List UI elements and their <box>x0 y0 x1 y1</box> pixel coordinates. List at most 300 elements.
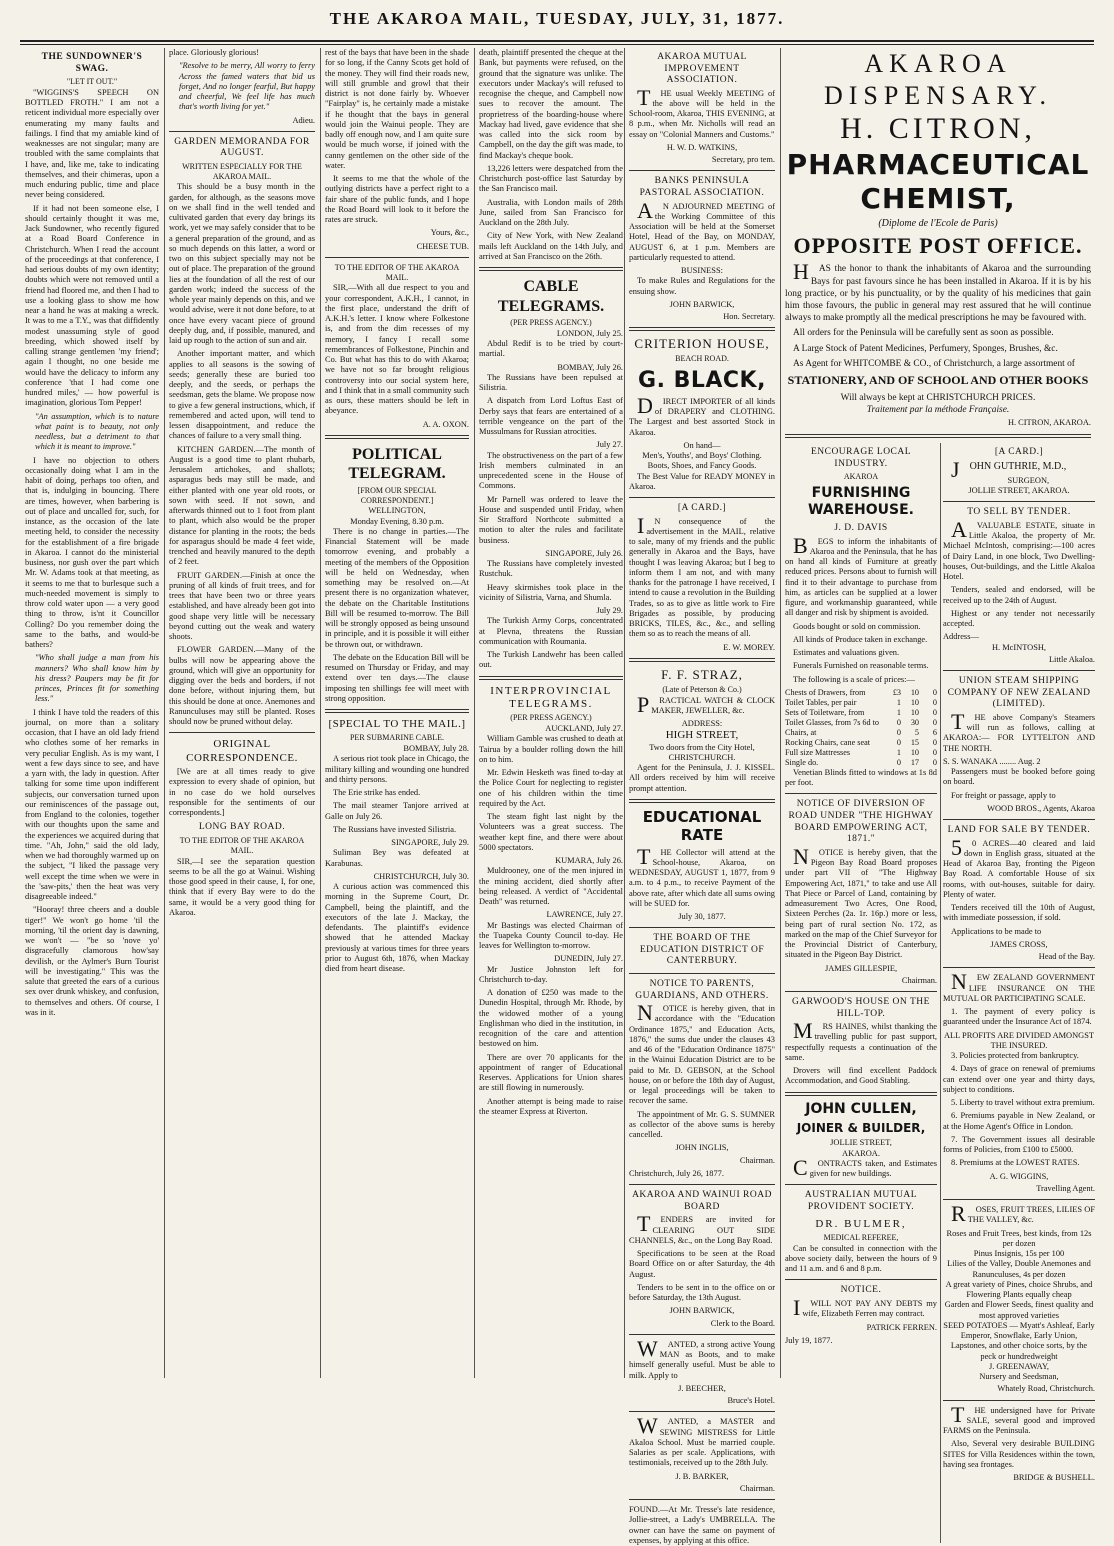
ad-heading: NEW ZEALAND GOVERNMENT LIFE INSURANCE ON THE MUTUAL OR PARTICIPATING SCALE. <box>943 969 1095 1003</box>
paragraph: Suliman Bey was defeated at Karabunas. <box>325 848 469 868</box>
ad-heading: EDUCATIONAL RATE <box>642 807 762 845</box>
dateline: CHRISTCHURCH, July 30. <box>373 871 469 881</box>
ad-text: Goods bought or sold on commission. <box>793 621 921 631</box>
ad-text: 5. Liberty to travel without extra premium. <box>951 1098 1095 1108</box>
dateline: DUNEDIN, July 27. <box>554 954 623 964</box>
dateline: BOMBAY, July 26. <box>557 362 623 372</box>
ad-text: CONTRACTS taken, and Estimates given for new buildings. <box>793 1154 937 1180</box>
price-value: 15 <box>910 737 919 747</box>
political-telegram-heading: POLITICAL TELEGRAM. <box>348 445 446 483</box>
paragraph: KITCHEN GARDEN.—The month of August is a good time to plant rhubarb, Jerusalem artichokes, and shallots; asparagus beds may still be made, and either planted with one year old roots, or sown with seed. If not sown, and afterwards thinned out to 1 foot from plant to plant, which also would be the proper distance for planting in the roots; the beds for asparagus should be made 4 feet wide, trenched and heavily manured to the depth of 2 feet. <box>169 444 315 567</box>
signature: JOHN INGLIS, <box>675 1143 729 1153</box>
column-6 <box>782 46 1095 1483</box>
interprovincial-heading: INTERPROVINCIAL TELEGRAMS. <box>490 684 612 710</box>
divider <box>169 131 315 132</box>
ad-text: DIRECT IMPORTER of all kinds of DRAPERY and CLOTHING. The Largest and best assorted Stock in Akaroa. <box>629 392 775 437</box>
price-value: 5 <box>914 727 919 737</box>
divider <box>479 267 623 271</box>
price-value: 1 <box>896 747 901 757</box>
ad-text: Tenders to be sent in to the office on or before Saturday, the 13th August. <box>629 1282 775 1303</box>
signature: WOOD BROS., Agents, Akaroa <box>987 803 1095 813</box>
dateline: BOMBAY, July 28. <box>403 744 469 754</box>
paragraph: FLOWER GARDEN.—Many of the bulbs will now be appearing above the ground, which will give an opportunity for digging over the beds and borders, if not done before, without injuring them, but this should be done at once. Anemones and Ranunculuses may still be planted. Roses should now be pruned without delay. <box>169 645 315 727</box>
dateline: LAWRENCE, July 27. <box>546 910 623 920</box>
divider <box>629 927 775 928</box>
divider <box>325 257 469 258</box>
divider <box>629 973 775 974</box>
signature: CHEESE TUB. <box>416 241 469 251</box>
signature: H. W. D. WATKINS, <box>666 142 738 152</box>
paragraph: Mr Bastings was elected Chairman of the Tuapeka County Council to-day. He leaves for Wellington to-morrow. <box>479 920 623 951</box>
ad-line: ALL PROFITS ARE DIVIDED AMONGST THE INSURED. <box>944 1030 1094 1050</box>
signature: H. McINTOSH, <box>991 642 1047 652</box>
price-item: Chairs, at <box>785 727 817 737</box>
column-3 <box>322 48 472 1378</box>
signature: Travelling Agent. <box>1036 1183 1095 1193</box>
paragraph: Mr Parnell was ordered to leave the House and suspended until Friday, when Sir Strafford Northcote submitted a motion to alter the rules and facilitate business. <box>479 494 623 545</box>
price-row <box>785 738 937 748</box>
paragraph: Another attempt is being made to raise the steamer Express at Riverton. <box>479 1096 623 1116</box>
signature: Bruce's Hotel. <box>727 1396 775 1406</box>
ad-line: Pinus Insignis, 15s per 100 <box>973 1249 1065 1259</box>
signature: Adieu. <box>292 115 315 125</box>
paragraph: The Russians have been repulsed at Silistria. <box>479 372 623 393</box>
subheading: PER SUBMARINE CABLE. <box>349 733 444 743</box>
signature: Chairman. <box>739 1483 775 1493</box>
signature: PATRICK FERREN. <box>866 1322 937 1332</box>
dateline: Monday Evening, 8.30 p.m. <box>350 516 444 526</box>
paragraph: This should be a busy month in the garden, for although, as the seasons move on we shall find in the well tended and cultivated garden that every day brings its work, yet we may safely consider that to be a general preparation of the ground, and as so much depends on this latter, a word or two on this subject specially may not be out of place. The preparation of the ground lies at the foundation of all the rest of our garden work; indeed the success of the whole year mainly depends on this, and we would advise, were it not done before, to at once have every vacant piece of ground deeply dug, and, if possible, manured, and laid up rough to the action of sun and air. <box>169 182 315 346</box>
subheading: (PER PRESS AGENCY.) <box>510 713 592 723</box>
column-divider <box>164 48 165 1378</box>
dateline: KUMARA, July 26. <box>555 856 623 866</box>
subheading: [FROM OUR SPECIAL CORRESPONDENT.] <box>357 485 437 505</box>
stationery-heading: STATIONERY, AND OF SCHOOL AND OTHER BOOKS <box>787 373 1089 388</box>
divider <box>169 732 315 733</box>
price-value: 0 <box>932 737 937 747</box>
price-value: 30 <box>910 717 919 727</box>
price-value: 0 <box>896 727 901 737</box>
signature: Chairman. <box>739 1155 775 1165</box>
garden-heading: GARDEN MEMORANDA FOR AUGUST. <box>174 136 310 159</box>
ad-text: 3. Policies protected from bankruptcy. <box>951 1051 1079 1061</box>
ad-text: Passengers must be booked before going on board. <box>943 767 1095 787</box>
dateline: LONDON, July 25. <box>556 328 623 338</box>
paragraph: "WIGGINS'S SPEECH ON BOTTLED FROTH." I am not a reticent individual more especially over enumerating my many faults and failings. I find that my amiable kind of weaknesses are not singular; many are troubled with the same complaints that I have, and, like me, take to indicating themselves, and their chimeras, upon a much enduring public, time and place never being considered. <box>25 87 159 200</box>
ad-line: JOLLIE STREET, AKAROA. <box>968 486 1070 496</box>
subheading: (PER PRESS AGENCY.) <box>510 318 592 328</box>
signature: Whately Road, Christchurch. <box>997 1384 1095 1394</box>
verse-line: place. Gloriously glorious! <box>169 48 260 57</box>
dateline: SINGAPORE, July 26. <box>545 548 623 558</box>
price-row <box>785 718 937 728</box>
paragraph: I have no objection to others occasionally doing what I am in the habit of doing, perhaps too often, and that is, indulging in bouncing. There are times, however, when barbering is out of place and uncalled for, such, for instance, as the occasion of the late meeting held, to consider the necessity for the establishment of a fire brigade in Akaroa. I cannot do the ministerial business, nor gush over the part which Mr. W. Adams took at that meeting, as it seems to me that to burlesque such a much-needed movement is simply to throw cold water upon — a very good thing to throw, is'nt it Councillor Colling? Do you remember doing the same to the baths, and would-be bathers? <box>25 455 159 650</box>
divider <box>785 1092 937 1096</box>
divider <box>629 327 775 331</box>
paragraph: rest of the bays that have been in the shade for so long, if the Canny Scots get hold of the money. They will find their roads new, will still grumble and growl that their district is not done fairly by. Whoever "Fairplay" is, he certainly made a mistake if he thought that the bays in general would join the Wainui people. They are badly off enough now, and I am quite sure would be much worse, if joined with the canny gentlemen on the other side of the water. <box>325 48 469 170</box>
ad-label: On hand— <box>683 440 721 450</box>
signature: Chairman. <box>901 975 937 985</box>
ad-heading: CRITERION HOUSE, <box>634 336 770 352</box>
divider <box>785 1279 937 1280</box>
paragraph: SIR,—I see the separation question seems to be all the go at Wainui. Wishing those good speed in their cause, I, for one, think that if every Bay were to do the same, it would be a very good thing for Akaroa. <box>169 856 315 917</box>
ad-heading: BANKS PENINSULA PASTORAL ASSOCIATION. <box>639 176 765 199</box>
ad-text: 1. The payment of every policy is guaranteed under the Insurance Act of 1874. <box>943 1007 1095 1027</box>
paragraph: Mr. Edwin Hesketh was fined to-day at the Police Court for neglecting to register one of his children within the time required by the Act. <box>479 768 623 808</box>
ad-text: BEGS to inform the inhabitants of Akaroa and the Peninsula, that he has on hand all kinds of Furniture at greatly reduced prices. Persons about to furnish will find it to their advantage to purchase from him, as articles can be supplied at a lower figure, and workmanship guaranteed, while all danger and risk by shipment is avoided. <box>785 532 937 618</box>
signature: BRIDGE & BUSHELL. <box>1013 1473 1095 1483</box>
ad-text: FOUND.—At Mr. Tresse's late residence, Jollie-street, a Lady's UMBRELLA. The owner can have the same on payment of expenses, by applying at this office. <box>629 1505 775 1545</box>
ad-text: Tenders, sealed and endorsed, will be received up to the 24th of August. <box>943 585 1095 605</box>
ad-text: Tenders received till the 10th of August, with immediate possession, if sold. <box>943 903 1095 923</box>
price-value: 0 <box>932 757 937 767</box>
price-value: 10 <box>910 697 919 707</box>
ad-heading: UNION STEAM SHIPPING COMPANY OF NEW ZEALAND (LIMITED). <box>947 676 1091 710</box>
paragraph: Heavy skirmishes took place in the vicinity of Silistria, Varna, and Shumla. <box>479 582 623 602</box>
ad-line: AKAROA. <box>842 1148 880 1158</box>
paragraph: "Hooray! three cheers and a double tiger!" We won't go home 'til the morning, 'til the orient day is dawning, we won't — "be so 'nove yo' disgracefully clamorous how'say devilish, or the Aylmer's Burn Tourist will be investigating." This was the salute that greeted the ears of a curious sex over drunk whiskey, and confusion, to themselves and others. Of course, I was in it. <box>25 905 159 1017</box>
divider <box>479 676 623 680</box>
paragraph: The Russians have invested Silistria. <box>333 824 457 834</box>
divider <box>629 170 775 171</box>
quote: "Who shall judge a man from his manners? Who shall know him by his dress? Paupers may be fit for princes, Princes fit for something less." <box>35 653 159 704</box>
price-value: 0 <box>932 687 937 697</box>
divider <box>785 1184 937 1185</box>
price-value: £3 <box>892 687 901 697</box>
paragraph: The Turkish Landwehr has been called out. <box>479 650 623 670</box>
ad-text: Specifications to be seen at the Road Board Office on or after Saturday, the 4th August. <box>629 1249 775 1279</box>
price-row <box>785 688 937 698</box>
ad-heading: [A CARD.] <box>994 447 1044 458</box>
ad-text: 8. Premiums at the LOWEST RATES. <box>951 1158 1080 1168</box>
ad-text: Funerals Furnished on reasonable terms. <box>793 661 929 671</box>
dispensary-heading: AKAROA DISPENSARY. <box>823 49 1053 110</box>
ad-text: The Best Value for READY MONEY in Akaroa. <box>629 471 775 491</box>
ad-line: JOLLIE STREET, <box>830 1138 892 1148</box>
dateline: WELLINGTON, <box>368 506 426 516</box>
ad-text: IN consequence of the advertisement in the MAIL, relative to sale, many of my friends and the public generally in Akaroa and the Bays, have thought I was leaving Akaroa; but I beg to inform them I am not, and with many thanks for the patronage I have received, I intend to cause a revolution in the Building Trades, so as to give as little work to Fire Brigades as possible, by producing BRICKS, TILES, &c., &c., and selling them so as to reach the means of all. <box>629 512 775 639</box>
ad-text: HAS the honor to thank the inhabitants of Akaroa and the surrounding Bays for past favours since he has been installed in Akaroa. If it is by his long practice, or by his punctuality, or by the quality of his medicines that gain him those favours, the public in general may rest assured that he will continue always to make promptly all the medical prescriptions he may be favoured with. <box>785 259 1091 324</box>
signature: Head of the Bay. <box>1038 952 1095 962</box>
ad-text: 4. Days of grace on renewal of premiums can extend over one year and thirty days, subject to conditions. <box>943 1064 1095 1094</box>
price-value: 17 <box>910 757 919 767</box>
ad-text: NOTICE is hereby given, that the Pigeon Bay Road Board proposes under part VII of "The Highway Empowering Act, 1871," to take and use All That Piece or Parcel of Land, containing by admeasurement Two Acres, One Rood, Sixteen Perches (2a. 1r. 16p.) more or less, being part of rural section No. 172, as marked on the map of the Chief Surveyor for the Provincial District of Canterbury, situated in the Pigeon Bay District. <box>785 843 937 960</box>
paragraph: There is no change in parties.—The Financial Statement will be made tomorrow evening, and probably a meeting of the members of the Opposition will be held on Wednesday, when something may be resolved on.—At present there is no organization whatever, the debate on the Charitable Institutions Bill will be resumed to-morrow. The Bill will be strongly opposed as being unsound in principle, and it is possible it will either be thrown out, or withdrawn. <box>325 526 469 649</box>
ad-line: Will always be kept at CHRISTCHURCH PRICES. <box>840 392 1036 403</box>
paragraph: I think I have told the readers of this journal, on more than a solitary occasion, that I have an old lady friend who clothes some of her remarks in very peculiar English. As is my want, I went a few days since to see, and have a yarn with, the lady in question. After talking for some time upon indifferent subjects, our conversation turned upon our reminiscences of the passage out, from England to the colonies, together with our thoughts upon the same and the experiences we acquired during that time. "Ah, John," said the old lady, when we had thoroughly warmed up on the subject, "I liked the passage very well except the time when we were in the 'saw-pits,' then the heat was very disagreeable indeed." <box>25 707 159 902</box>
signature: Yours, &c., <box>430 228 469 238</box>
dateline: SINGAPORE, July 29. <box>391 838 469 848</box>
ad-line: CHRISTCHURCH. <box>668 752 736 762</box>
ad-line: A great variety of Pines, choice Shrubs, and Flowering Plants equally cheap <box>945 1279 1093 1300</box>
sub-column-right <box>943 443 1095 1486</box>
dateline: July 27. <box>596 440 623 450</box>
price-item: Single do. <box>785 757 819 767</box>
ad-label: Address— <box>943 632 979 642</box>
signature: A. G. WIGGINS, <box>989 1171 1049 1181</box>
price-item: Rocking Chairs, cane seat <box>785 737 871 747</box>
ad-text: WANTED, a strong active Young MAN as Boots, and to make himself generally useful. Must be able to milk. Apply to <box>629 1335 775 1380</box>
ad-text: AVALUABLE ESTATE, situate in Little Akaloa, the property of Mr. Michael McIntosh, comprising:—100 acres of Dairy Land, in one block, Two Dwelling-houses, Out-buildings, and the Little Akaloa Hotel. <box>943 516 1095 582</box>
ad-name: DR. BULMER, <box>815 1217 907 1230</box>
price-value: 10 <box>910 687 919 697</box>
ad-line: Traitement par la méthode Française. <box>866 404 1010 415</box>
price-value: 1 <box>896 707 901 717</box>
price-item: Sets of Toiletware, from <box>785 707 865 717</box>
signature: Nursery and Seedsman, <box>979 1372 1059 1382</box>
price-value: 10 <box>910 707 919 717</box>
signature: Secretary, pro tem. <box>711 155 775 165</box>
paragraph: A donation of £250 was made to the Dunedin Hospital, through Mr. Rhode, by the widowed mother of a young Englishman who died in the institution, in recognition of the care and attention bestowed on him. <box>479 988 623 1049</box>
ad-line: Garden and Flower Seeds, finest quality and most approved varieties <box>944 1300 1094 1320</box>
signature: H. CITRON, AKAROA. <box>1007 418 1091 428</box>
ad-heading: THE BOARD OF THE EDUCATION DISTRICT OF CANTERBURY. <box>639 933 765 967</box>
paragraph: The debate on the Education Bill will be resumed on Thursday or Friday, and may extend over ten days.—The clause imposing ten shillings fee will meet with strong opposition. <box>325 652 469 703</box>
masthead-title: THE AKAROA MAIL, TUESDAY, JULY, 31, 1877. <box>329 9 785 28</box>
ad-text: For freight or passage, apply to <box>951 790 1056 800</box>
signature: Little Akaloa. <box>1048 654 1095 664</box>
ad-date: Christchurch, July 26, 1877. <box>629 1168 724 1178</box>
column-2 <box>166 48 318 1378</box>
ad-text: 6. Premiums payable in New Zealand, or at the Home Agent's Office in London. <box>943 1111 1095 1131</box>
ad-text: Venetian Blinds fitted to windows at 1s 8d per foot. <box>785 767 937 788</box>
ad-subheading: BEACH ROAD. <box>675 354 729 364</box>
paragraph: City of New York, with New Zealand mails left Auckland on the 14th July, and arrived at San Francisco on the 26th. <box>479 231 623 261</box>
ad-text: Also, Several very desirable BUILDING SITES for Villa Residences within the town, having sea frontages. <box>943 1439 1095 1469</box>
paragraph: The mail steamer Tanjore arrived at Galle on July 26. <box>325 801 469 821</box>
correspondence-to: TO THE EDITOR OF THE AKAROA MAIL. <box>179 836 305 855</box>
price-row <box>785 698 937 708</box>
dateline: July 29. <box>596 606 623 616</box>
ad-heading: AKAROA AND WAINUI ROAD BOARD <box>632 1190 772 1212</box>
ad-line: Lilies of the Valley, Double Anemones and Ranunculuses, 4s per dozen <box>947 1259 1091 1279</box>
price-value: 0 <box>896 717 901 727</box>
dateline: AUCKLAND, July 27. <box>545 724 623 734</box>
signature: J. GREENAWAY, <box>988 1361 1050 1371</box>
signature: Clerk to the Board. <box>710 1318 775 1328</box>
signature: J. B. BARKER, <box>675 1471 729 1481</box>
ad-line: SURGEON, <box>1007 475 1050 485</box>
divider <box>943 1400 1095 1401</box>
garden-subheading: WRITTEN ESPECIALLY FOR THE AKAROA MAIL. <box>182 161 302 181</box>
quote: "An assumption, which is to nature what paint is to beauty, not only needless, but a detriment to that which it is meant to improve." <box>35 411 159 452</box>
ad-text: TENDERS are invited for CLEARING OUT SIDE CHANNELS, &c., on the Long Bay Road. <box>629 1211 775 1245</box>
ad-text: IWILL NOT PAY ANY DEBTS my wife, Elizabeth Ferren may contract. <box>793 1295 937 1321</box>
ad-heading: G. BLACK, <box>638 368 766 393</box>
ad-heading: AKAROA MUTUAL IMPROVEMENT ASSOCIATION. <box>657 52 747 86</box>
paragraph: Another important matter, and which applies to all seasons is the sowing of seeds; generally these are buried too deeply, and the seeds, or perhaps the seedsman, gets the blame. We propose now to give a few general instructions, which, if remembered and acted upon, will tend to lessen disappointment, and reduce the chances of failure to a very small thing. <box>169 349 315 441</box>
ad-heading: NOTICE TO PARENTS, GUARDIANS, AND OTHERS. <box>635 979 769 1001</box>
ad-subheading: (Late of Peterson & Co.) <box>662 684 742 694</box>
ad-heading: [A CARD.] <box>677 503 727 514</box>
ad-heading: ROSES, FRUIT TREES, LILIES OF THE VALLEY, &c. <box>951 1201 1095 1227</box>
divider <box>785 434 1091 438</box>
ad-text: Drovers will find excellent Paddock Accommodation, and Good Stabling. <box>785 1066 937 1086</box>
ad-line: S. S. WANAKA ........ Aug. 2 <box>943 756 1041 766</box>
column-5 <box>626 48 778 1545</box>
ad-text: THE above Company's Steamers will run as follows, calling at AKAROA:— FOR LYTTELTON AND THE NORTH. <box>943 708 1095 753</box>
masthead-rule <box>20 40 1094 45</box>
column-divider <box>940 443 941 1543</box>
price-item: Toilet Tables, per pair <box>785 697 857 707</box>
divider <box>629 1184 775 1185</box>
paragraph: Abdul Redif is to be tried by court-martial. <box>479 339 623 359</box>
column-1 <box>22 48 162 1378</box>
sundowner-subheading: "LET IT OUT." <box>66 77 118 87</box>
signature: JOHN BARWICK, <box>669 299 735 309</box>
ad-text: NOTICE is hereby given, that in accordance with the "Education Ordinance 1875," and Education Acts, 1876," the sums due under the clauses 43 and 46 of the "Education Ordinance 1875" in the Wainui Education District are to be paid to Mr. D. GEBSON, at the School house, on or before the 18th day of August, or legal proceedings will be taken to recover the same. <box>629 1000 775 1106</box>
verse: "Resolve to be merry, All worry to ferry Across the famed waters that bid us forget, And no longer fearful, But happy and cheerful, We feel life has much that's worth living for yet." <box>179 61 315 112</box>
ad-heading: AUSTRALIAN MUTUAL PROVIDENT SOCIETY. <box>804 1190 918 1212</box>
to-editor: TO THE EDITOR OF THE AKAROA MAIL. <box>334 262 460 282</box>
ad-text: All orders for the Peninsula will be carefully sent as soon as possible. <box>793 328 1054 339</box>
ad-text: Estimates and valuations given. <box>793 648 900 658</box>
paragraph: SIR,—With all due respect to you and your correspondent, A.K.H., I cannot, in the first place, understand the drift of A.K.H.'s letter. I know where Folkestone is, and from the dim recesses of my memory, I fancy I recall some remembrances of Folkestone, Pinchin and Co. But what has this to do with Akaroa; we have not so far brought religious controversy into our social system here, and I think that in a small community such as ours, these matters should be left in abeyance. <box>325 283 469 416</box>
pharmaceutical-heading: PHARMACEUTICAL CHEMIST, <box>786 148 1090 216</box>
paragraph: Muldrooney, one of the men injured in the mining accident, died shortly after being released. A verdict of "Accidental Death" was returned. <box>479 866 623 907</box>
paragraph: death, plaintiff presented the cheque at the Bank, but payments were refused, on the ground that the signature was unlike. The executors under Mackay's will refused to recognise the cheque, and Campbell now sues to recover the amount. The proprietress of the boarding-house where Mackay had lived, gave evidence that she was called into the sick room by Campbell, on the day the gift was made, to find Mackay's cheque book. <box>479 48 623 160</box>
paragraph: There are over 70 applicants for the appointment of ranger of Educational Reserves. Applications for Union shares are still flowing in numerously. <box>479 1052 623 1093</box>
paragraph: 13,226 letters were despatched from the Christchurch post-office last Saturday by the San Francisco mail. <box>479 163 623 194</box>
signature: JAMES CROSS, <box>990 939 1048 949</box>
paragraph: If it had not been someone else, I should certainly thought it was me, Jack Sundowner, who recently figured at a Road Board Conference in Christchurch. When I read the account of the proceedings at that conference, I had serious doubts of my own identity; doubts which were not removed until a friend had floored me, and then I had to use a looking glass to show me how near a hand he was at making a wreck. It was to me a T.Y., was that diffidently modest unassuming style of good breeding, which showed itself by calling strange gentlemen 'my friend'; again I thought, no one beside me would have the delicacy to inform any conference 'that I had come one hundred miles,' — how powerful is imagination, glorious Tom Pepper! <box>25 203 159 408</box>
ad-text: Can be consulted in connection with the above society daily, between the hours of 9 and 11 a.m. and 6 and 8 p.m. <box>785 1243 937 1274</box>
ad-text: Highest or any tender not necessarily accepted. <box>943 608 1095 629</box>
paragraph: The Turkish Army Corps, concentrated at Plevna, threatens the Russian communication with Roumania. <box>479 616 623 646</box>
ad-text: 50 ACRES—40 cleared and laid down in English grass, situated at the Head of Akaroa Bay, fronting the Pigeon Bay Road. A comfortable House of six rooms, with out-houses, suitable for dairy. Plenty of water. <box>943 834 1095 899</box>
ad-date: July 19, 1877. <box>785 1335 833 1345</box>
ad-heading: ENCOURAGE LOCAL INDUSTRY. <box>810 447 912 469</box>
ad-text: WANTED, a MASTER and SEWING MISTRESS for Little Akaloa School. Must be married couple. Salaries as per scale. Applications, with testimonials, received up to the 28th July. <box>629 1413 775 1468</box>
diplome-text: (Diplome de l'Ecole de Paris) <box>878 218 998 230</box>
sub-column-left <box>785 443 937 1346</box>
special-heading: [SPECIAL TO THE MAIL.] <box>328 718 466 731</box>
ad-subheading: JOINER & BUILDER, <box>796 1120 926 1135</box>
divider <box>785 793 937 794</box>
column-divider <box>474 48 475 1378</box>
ad-text: To make Rules and Regulations for the ensuing show. <box>629 276 775 296</box>
paragraph: A curious action was commenced this morning in the Supreme Court, Dr. Campbell, being the plaintiff, and the executors of the late J. Mackay, the defendants. The plaintiff's evidence showed that he attended Mackay previously at various times for three years prior to August 6th, 1876, when Mackay died from heart disease. <box>325 882 469 974</box>
paragraph: [We are at all times ready to give expression to every shade of opinion, but in no case do we hold ourselves responsible for the sentiments of our correspondents.] <box>169 767 315 818</box>
price-value: 0 <box>932 717 937 727</box>
price-value: 10 <box>910 747 919 757</box>
sundowner-heading: THE SUNDOWNER'S SWAG. <box>41 52 143 74</box>
ad-text: The appointment of Mr. G. S. SUMNER as collector of the above sums is hereby cancelled. <box>629 1109 775 1140</box>
correspondence-title: LONG BAY ROAD. <box>198 822 286 833</box>
paragraph: The Erie strike has ended. <box>333 788 421 798</box>
signature: A. A. OXON. <box>422 419 469 429</box>
price-value: 0 <box>896 757 901 767</box>
ad-name: JOHN GUTHRIE, M.D., <box>951 456 1067 482</box>
price-row <box>785 748 937 758</box>
price-row <box>785 708 937 718</box>
ad-date: July 30, 1877. <box>678 912 726 922</box>
divider <box>629 1499 775 1500</box>
citron-name: H. CITRON, <box>840 112 1036 146</box>
signature: JAMES GILLESPIE, <box>824 963 898 973</box>
price-item: Chests of Drawers, from <box>785 687 866 697</box>
ad-heading: LAND FOR SALE BY TENDER. <box>947 825 1091 836</box>
ad-subheading: AKAROA <box>843 472 879 482</box>
divider <box>943 967 1095 968</box>
ad-text: A Large Stock of Patent Medicines, Perfumery, Sponges, Brushes, &c. <box>793 343 1058 354</box>
ad-text: THE undersigned have for Private SALE, several good and improved FARMS on the Peninsula. <box>943 1401 1095 1436</box>
divider <box>785 991 937 992</box>
paragraph: Australia, with London mails of 28th June, sailed from San Francisco for Auckland on the 28th July. <box>479 197 623 227</box>
signature: Hon. Secretary. <box>723 312 775 322</box>
signature: E. W. MOREY. <box>723 642 775 652</box>
price-value: 0 <box>932 747 937 757</box>
ad-line: Roses and Fruit Trees, best kinds, from 12s per dozen <box>946 1228 1092 1248</box>
divider <box>325 709 469 713</box>
ad-text: All kinds of Produce taken in exchange. <box>793 634 928 644</box>
ad-subheading: MEDICAL REFEREE, <box>823 1232 899 1242</box>
divider <box>629 1334 775 1335</box>
ad-text: Agent for the Peninsula, J. J. KISSEL. All orders received by him will receive prompt attention. <box>629 763 775 793</box>
signature: JOHN BARWICK, <box>669 1306 735 1316</box>
ad-text: AN ADJOURNED MEETING of the Working Committee of this Association will be held at the Somerset Hotel, Head of the Bay, on MONDAY, AUGUST 6, at 1 p.m. Members are particularly requested to attend. <box>629 197 775 262</box>
ad-name: J. D. DAVIS <box>834 523 888 534</box>
price-value: 0 <box>932 697 937 707</box>
ad-text: THE usual Weekly MEETING of the above will be held in the School-room, Akaroa, THIS EVENING, at 8 p.m., when Mr. Nicholls will read an essay on "Colonial Manners and Customs." <box>629 84 775 139</box>
ad-line: Two doors from the City Hotel, <box>649 742 755 752</box>
divider <box>943 1199 1095 1200</box>
price-value: 0 <box>896 737 901 747</box>
ad-text: PRACTICAL WATCH & CLOCK MAKER, JEWELLER, &c. <box>637 691 775 717</box>
ad-heading: TO SELL BY TENDER. <box>967 507 1071 518</box>
price-row <box>785 728 937 738</box>
paragraph: The obstructiveness on the part of a few Irish members culminated in an unprecedented scene in the House of Commons. <box>479 450 623 491</box>
ad-line: SEED POTATOES — Myatt's Ashleaf, Early Emperor, Snowflake, Early Union, Lapstones, and other choice sorts, by the peck or hundredweight <box>943 1320 1095 1361</box>
ad-heading: GARWOOD'S HOUSE ON THE HILL-TOP. <box>792 997 930 1019</box>
ad-line: Boots, Shoes, and Fancy Goods. <box>647 461 757 471</box>
sub-columns <box>785 443 1095 1543</box>
divider <box>629 799 775 803</box>
paragraph: The steam fight last night by the Volunteers was a great success. The weather kept fine, and there were about 5000 spectators. <box>479 812 623 852</box>
signature: J. BEECHER, <box>678 1383 726 1393</box>
ad-label: BUSINESS: <box>681 266 723 276</box>
divider <box>325 435 469 439</box>
ad-text: As Agent for WHITCOMBE & CO., of Christchurch, a large assortment of <box>793 358 1075 369</box>
paragraph: A serious riot took place in Chicago, the military killing and wounding one hundred and thirty persons. <box>325 754 469 784</box>
ad-line: HIGH STREET, <box>665 729 739 742</box>
paragraph: A dispatch from Lord Loftus East of Derby says that fears are entertained of a terrible vengeance on the part of the Mussulmans for Russian atrocities. <box>479 396 623 437</box>
column-divider <box>780 48 781 1378</box>
divider <box>943 501 1095 502</box>
divider <box>943 819 1095 820</box>
ad-heading: JOHN CULLEN, <box>805 1100 917 1117</box>
paragraph: The Russians have completely invested Rustchuk. <box>479 559 623 579</box>
cable-telegrams-heading: CABLE TELEGRAMS. <box>497 278 605 315</box>
divider <box>629 658 775 662</box>
price-value: 6 <box>932 727 937 737</box>
paragraph: It seems to me that the whole of the outlying districts have a perfect right to a fair share of the public funds, and I hope the Road Board will look to it before the rates are struck. <box>325 174 469 224</box>
paragraph: Mr Justice Johnston left for Christchurch to-day. <box>479 964 623 984</box>
paragraph: William Gamble was crushed to death at Tairua by a boulder rolling down the hill on to him. <box>479 734 623 764</box>
ad-heading: NOTICE OF DIVERSION OF ROAD UNDER "THE HIGHWAY BOARD EMPOWERING ACT, 1871." <box>788 799 934 845</box>
ad-line: Men's, Youths', and Boys' Clothing. <box>642 451 762 461</box>
ad-heading: NOTICE. <box>840 1285 882 1296</box>
opposite-post-office: OPPOSITE POST OFFICE. <box>793 232 1083 258</box>
ad-text: MRS HAINES, whilst thanking the travelling public for past support, respectfully requests a continuation of the same. <box>785 1018 937 1062</box>
column-4 <box>476 48 626 1378</box>
price-row <box>785 758 937 768</box>
ad-label: ADDRESS: <box>681 719 723 729</box>
divider <box>629 1411 775 1412</box>
price-value: 1 <box>896 697 901 707</box>
price-table <box>785 688 937 768</box>
price-value: 0 <box>932 707 937 717</box>
